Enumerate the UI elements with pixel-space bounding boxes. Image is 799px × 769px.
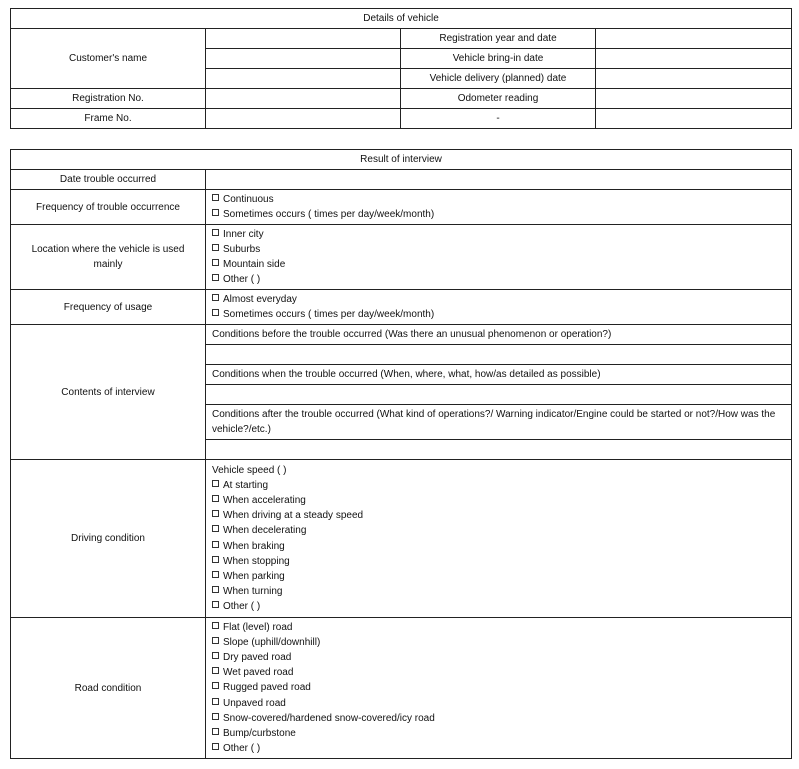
frame-no-label: Frame No.	[11, 109, 206, 129]
cond-before-text: Conditions before the trouble occurred (Was there an unusual phenomenon or operation?)	[206, 325, 792, 345]
checkbox-option[interactable]: Mountain side	[212, 257, 785, 272]
checkbox-icon[interactable]	[212, 571, 219, 578]
usage-options	[206, 290, 792, 325]
checkbox-option[interactable]: Other ( )	[212, 272, 785, 287]
checkbox-icon[interactable]	[212, 728, 219, 735]
customer-name-field[interactable]	[206, 29, 401, 49]
cond-when-text: Conditions when the trouble occurred (When, where, what, how/as detailed as possible)	[206, 365, 792, 385]
checkbox-option[interactable]: At starting	[212, 478, 785, 493]
checkbox-icon[interactable]	[212, 309, 219, 316]
cond-when-field[interactable]	[206, 385, 792, 405]
checkbox-option[interactable]: Almost everyday	[212, 292, 785, 307]
checkbox-option[interactable]: When turning	[212, 584, 785, 599]
vehicle-speed-line: Vehicle speed ( )	[212, 464, 287, 476]
odometer-field[interactable]	[596, 89, 792, 109]
registration-no-field[interactable]	[206, 89, 401, 109]
checkbox-icon[interactable]	[212, 209, 219, 216]
checkbox-icon[interactable]	[212, 259, 219, 266]
frame-dash: -	[401, 109, 596, 129]
checkbox-option[interactable]: When parking	[212, 569, 785, 584]
checkbox-option[interactable]: Sometimes occurs ( times per day/week/month)	[212, 207, 785, 222]
date-trouble-field[interactable]	[206, 170, 792, 190]
checkbox-option[interactable]: When driving at a steady speed	[212, 508, 785, 523]
cond-before-field[interactable]	[206, 345, 792, 365]
checkbox-icon[interactable]	[212, 244, 219, 251]
checkbox-icon[interactable]	[212, 698, 219, 705]
registration-year-label: Registration year and date	[401, 29, 596, 49]
odometer-label: Odometer reading	[401, 89, 596, 109]
checkbox-icon[interactable]	[212, 713, 219, 720]
customer-name-label: Customer's name	[11, 29, 206, 89]
checkbox-icon[interactable]	[212, 541, 219, 548]
bring-in-date-label: Vehicle bring-in date	[401, 49, 596, 69]
checkbox-icon[interactable]	[212, 667, 219, 674]
checkbox-option[interactable]: When accelerating	[212, 493, 785, 508]
bring-in-date-field[interactable]	[596, 49, 792, 69]
checkbox-icon[interactable]	[212, 194, 219, 201]
customer-name-field-2[interactable]	[206, 49, 401, 69]
checkbox-icon[interactable]	[212, 637, 219, 644]
checkbox-icon[interactable]	[212, 525, 219, 532]
checkbox-option[interactable]: Unpaved road	[212, 696, 785, 711]
checkbox-option[interactable]: When braking	[212, 539, 785, 554]
checkbox-option[interactable]: Wet paved road	[212, 665, 785, 680]
registration-no-label: Registration No.	[11, 89, 206, 109]
frequency-options	[206, 190, 792, 225]
checkbox-icon[interactable]	[212, 652, 219, 659]
checkbox-icon[interactable]	[212, 294, 219, 301]
checkbox-option[interactable]: Rugged paved road	[212, 680, 785, 695]
checkbox-icon[interactable]	[212, 556, 219, 563]
checkbox-icon[interactable]	[212, 510, 219, 517]
frame-no-field[interactable]	[206, 109, 401, 129]
checkbox-icon[interactable]	[212, 274, 219, 281]
checkbox-icon[interactable]	[212, 622, 219, 629]
interview-table	[10, 149, 792, 759]
road-label: Road condition	[11, 618, 206, 759]
contents-label: Contents of interview	[11, 325, 206, 460]
checkbox-option[interactable]: Other ( )	[212, 599, 785, 614]
registration-year-field[interactable]	[596, 29, 792, 49]
customer-name-field-3[interactable]	[206, 69, 401, 89]
cond-after-text: Conditions after the trouble occurred (What kind of operations?/ Warning indicator/Engine could be started or not?/How was the vehicle?/etc.)	[206, 405, 792, 440]
road-options	[206, 618, 792, 759]
checkbox-option[interactable]: When decelerating	[212, 523, 785, 538]
checkbox-icon[interactable]	[212, 586, 219, 593]
checkbox-option[interactable]: Flat (level) road	[212, 620, 785, 635]
driving-label: Driving condition	[11, 460, 206, 618]
interview-title: Result of interview	[11, 150, 792, 170]
location-label: Location where the vehicle is used mainly	[11, 225, 206, 290]
checkbox-icon[interactable]	[212, 480, 219, 487]
checkbox-option[interactable]: Dry paved road	[212, 650, 785, 665]
frequency-label: Frequency of trouble occurrence	[11, 190, 206, 225]
checkbox-option[interactable]: Inner city	[212, 227, 785, 242]
checkbox-option[interactable]: Continuous	[212, 192, 785, 207]
checkbox-option[interactable]: Sometimes occurs ( times per day/week/month)	[212, 307, 785, 322]
usage-label: Frequency of usage	[11, 290, 206, 325]
checkbox-icon[interactable]	[212, 601, 219, 608]
cond-after-field[interactable]	[206, 440, 792, 460]
vehicle-details-table	[10, 8, 792, 129]
vehicle-details-title: Details of vehicle	[11, 9, 792, 29]
delivery-date-label: Vehicle delivery (planned) date	[401, 69, 596, 89]
date-trouble-label: Date trouble occurred	[11, 170, 206, 190]
checkbox-icon[interactable]	[212, 495, 219, 502]
driving-options	[206, 460, 792, 618]
location-options	[206, 225, 792, 290]
checkbox-option[interactable]: Slope (uphill/downhill)	[212, 635, 785, 650]
checkbox-option[interactable]: Snow-covered/hardened snow-covered/icy road	[212, 711, 785, 726]
checkbox-icon[interactable]	[212, 682, 219, 689]
frame-extra-field[interactable]	[596, 109, 792, 129]
checkbox-icon[interactable]	[212, 229, 219, 236]
checkbox-icon[interactable]	[212, 743, 219, 750]
delivery-date-field[interactable]	[596, 69, 792, 89]
checkbox-option[interactable]: Bump/curbstone	[212, 726, 785, 741]
checkbox-option[interactable]: When stopping	[212, 554, 785, 569]
checkbox-option[interactable]: Suburbs	[212, 242, 785, 257]
checkbox-option[interactable]: Other ( )	[212, 741, 785, 756]
